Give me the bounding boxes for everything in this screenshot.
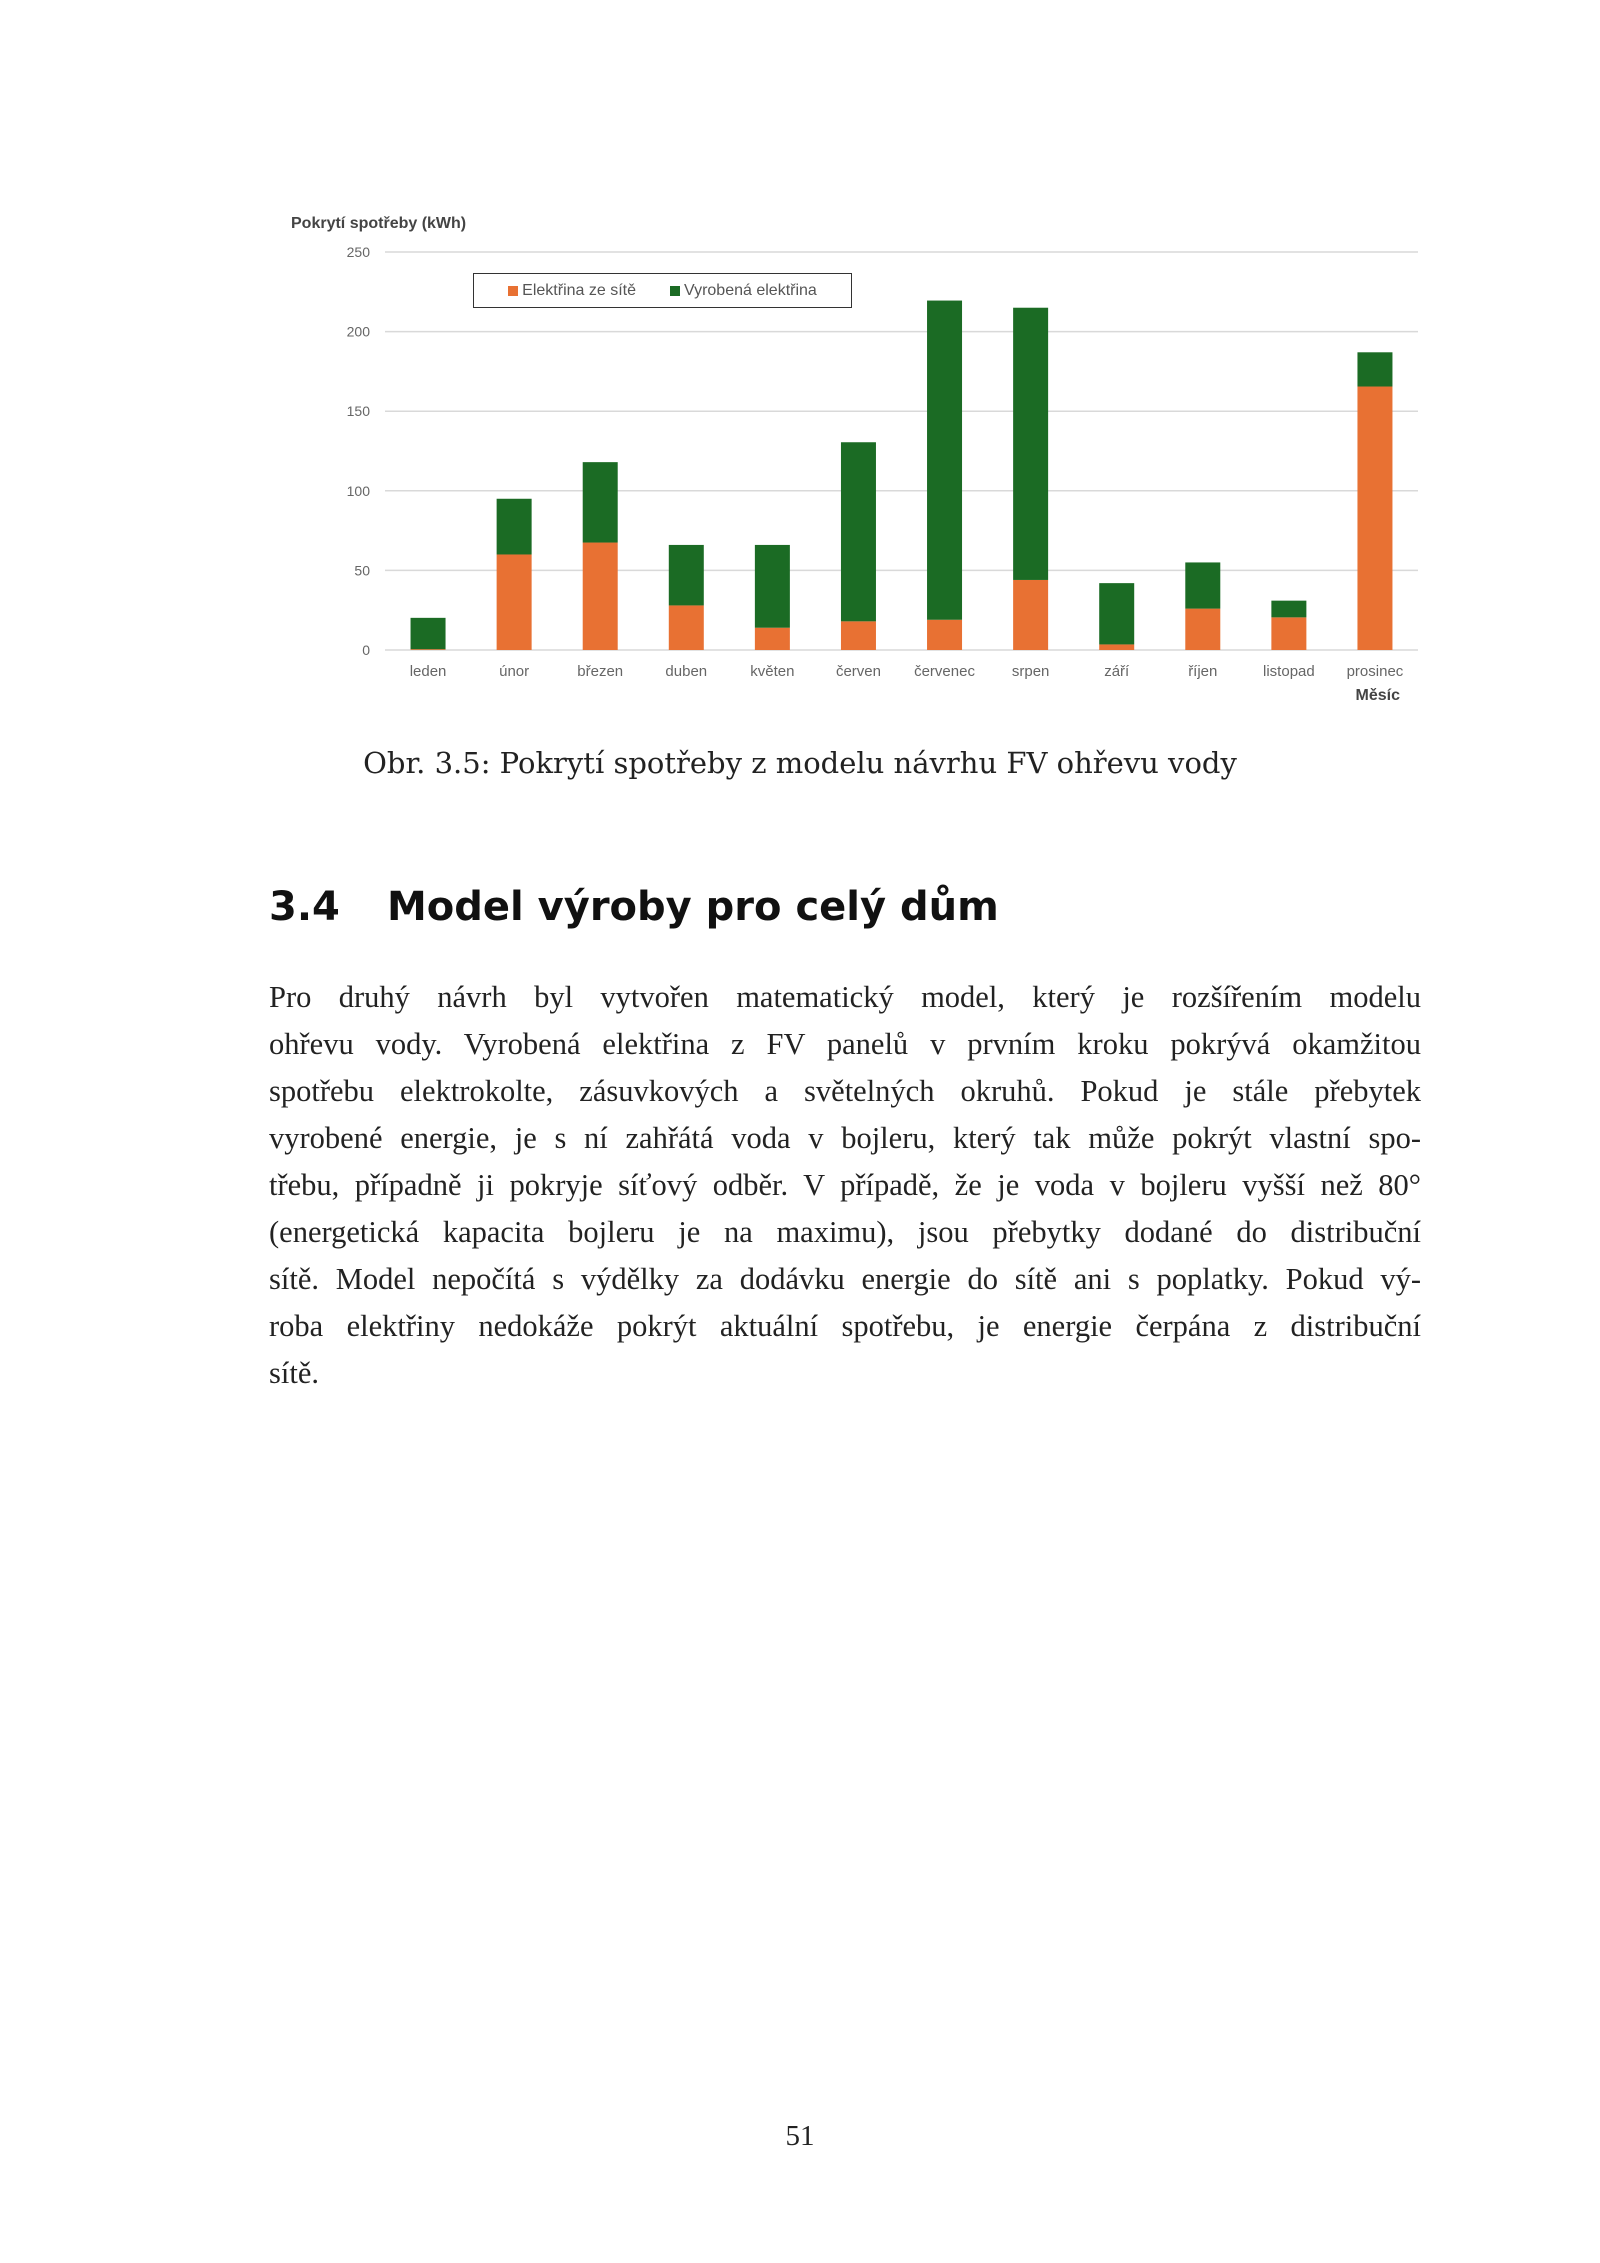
paragraph-line: roba elektřiny nedokáže pokrýt aktuální spotřebu, je energie čerpána z distribuční <box>269 1309 1421 1343</box>
figure-caption: Obr. 3.5: Pokrytí spotřeby z modelu návrhu FV ohřevu vody <box>363 746 1237 780</box>
bars <box>411 301 1393 650</box>
x-tick-labels <box>410 663 1404 680</box>
stacked-bar-chart <box>0 0 1600 740</box>
legend-item-produced <box>670 282 817 300</box>
x-tick-label: říjen <box>1188 663 1218 680</box>
x-tick-label: červenec <box>914 663 975 680</box>
bar-segment-produced <box>497 499 532 555</box>
x-tick-label: květen <box>750 663 795 680</box>
bar-segment-grid <box>1099 644 1134 650</box>
section-title: Model výroby pro celý dům <box>387 884 999 930</box>
y-tick-label: 200 <box>346 323 370 340</box>
y-tick-label: 150 <box>346 403 370 420</box>
bar-segment-grid <box>841 621 876 650</box>
x-tick-label: leden <box>409 663 447 680</box>
y-tick-label: 50 <box>354 562 370 579</box>
bar-segment-grid <box>755 628 790 650</box>
bar-segment-produced <box>1099 583 1134 644</box>
x-tick-label: duben <box>665 663 708 680</box>
paragraph-line: spotřebu elektrokolte, zásuvkových a světelných okruhů. Pokud je stále přebytek <box>269 1074 1421 1108</box>
bar-segment-produced <box>1185 562 1220 608</box>
bar-segment-grid <box>1185 609 1220 650</box>
paragraph-line: ohřevu vody. Vyrobená elektřina z FV panelů v prvním kroku pokrývá okamžitou <box>269 1027 1421 1061</box>
y-tick-label: 100 <box>346 482 370 499</box>
x-tick-label: srpen <box>1011 663 1050 680</box>
bar-segment-produced <box>411 618 446 649</box>
legend-swatch-green <box>670 286 680 296</box>
y-tick-labels <box>347 244 371 658</box>
x-tick-label: březen <box>577 663 624 680</box>
section-heading <box>269 884 999 930</box>
bar-segment-grid <box>1013 580 1048 650</box>
paragraph-line: sítě. <box>269 1356 319 1390</box>
bar-segment-grid <box>927 620 962 650</box>
legend-item-grid <box>508 282 636 300</box>
body-paragraph <box>269 974 1421 1397</box>
bar-segment-grid <box>1271 617 1306 650</box>
paragraph-line: sítě. Model nepočítá s výdělky za dodávku energie do sítě ani s poplatky. Pokud vý- <box>269 1262 1421 1296</box>
paragraph-line: třebu, případně ji pokryje síťový odběr. V případě, že je voda v bojleru vyšší než 80° <box>269 1168 1421 1202</box>
legend-swatch-orange <box>508 286 518 296</box>
bar-segment-produced <box>841 442 876 621</box>
bar-segment-grid <box>669 605 704 650</box>
bar-segment-grid <box>1357 387 1392 650</box>
bar-segment-grid <box>497 554 532 650</box>
page-number: 51 <box>785 2120 815 2152</box>
bar-segment-produced <box>927 301 962 620</box>
bar-segment-grid <box>583 543 618 650</box>
bar-segment-produced <box>755 545 790 628</box>
bar-segment-grid <box>411 649 446 650</box>
legend-label: Elektřina ze sítě <box>522 281 636 299</box>
bar-segment-produced <box>1271 601 1306 618</box>
x-axis-title: Měsíc <box>1355 687 1400 704</box>
chart-legend <box>473 273 852 308</box>
paragraph-line: (energetická kapacita bojleru je na maximu), jsou přebytky dodané do distribuční <box>269 1215 1421 1249</box>
bar-segment-produced <box>1357 352 1392 386</box>
x-tick-label: prosinec <box>1346 663 1404 680</box>
y-tick-label: 250 <box>346 244 370 260</box>
y-tick-label: 0 <box>362 642 370 658</box>
bar-segment-produced <box>583 462 618 542</box>
legend-label: Vyrobená elektřina <box>684 281 817 299</box>
bar-segment-produced <box>669 545 704 605</box>
x-tick-label: listopad <box>1263 663 1315 680</box>
y-axis-title: Pokrytí spotřeby (kWh) <box>291 215 467 232</box>
x-tick-label: červen <box>835 663 881 680</box>
x-tick-label: září <box>1104 663 1130 680</box>
x-tick-label: únor <box>499 663 530 680</box>
paragraph-line: vyrobené energie, je s ní zahřátá voda v bojleru, který tak může pokrýt vlastní spo- <box>269 1121 1421 1155</box>
section-number: 3.4 <box>269 884 340 930</box>
paragraph-line: Pro druhý návrh byl vytvořen matematický model, který je rozšířením modelu <box>269 980 1421 1014</box>
gridlines <box>385 252 1418 650</box>
bar-segment-produced <box>1013 308 1048 580</box>
